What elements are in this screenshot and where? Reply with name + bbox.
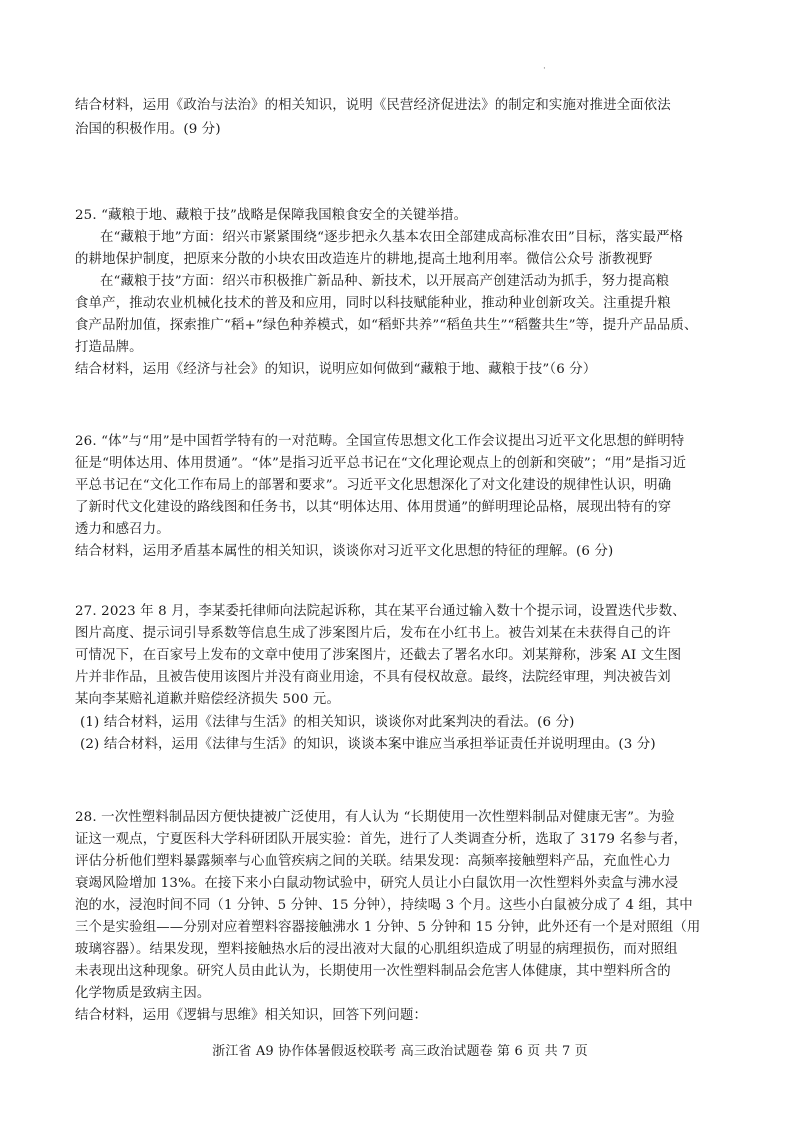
q26-title: 26. “体”与“用”是中国哲学特有的一对范畴。全国宣传思想文化工作会议提出习近平文化思想的鲜明特	[75, 434, 685, 449]
q26-prompt: 结合材料，运用矛盾基本属性的相关知识，谈谈你对习近平文化思想的特征的理解。(6 分)	[75, 544, 614, 559]
q27-title: 27. 2023 年 8 月，李某委托律师向法院起诉称，其在某平台通过输入数十个提示词，设置迭代步数、	[75, 604, 686, 619]
q28-prompt: 结合材料，运用《逻辑与思维》相关知识，回答下列问题：	[75, 1008, 428, 1023]
q26-paragraph-line: 征是“明体达用、体用贯通”。“体”是指习近平总书记在“文化理论观点上的创新和突破”；“用”是指习近	[75, 456, 687, 471]
q27-paragraph-line: 可情况下，在百家号上发布的文章中使用了涉案图片，还截去了署名水印。刘某辩称，涉案 AI 文生图	[75, 648, 682, 663]
q25-paragraph-line: 的耕地保护制度，把原来分散的小块农田改造连片的耕地,提高土地利用率。微信公众号 浙教视野	[75, 252, 653, 267]
q24-prompt-line-2: 治国的积极作用。(9 分)	[75, 122, 221, 137]
q28-title: 28. 一次性塑料制品因方便快捷被广泛使用，有人认为 “长期使用一次性塑料制品对健康无害”。为验	[75, 810, 675, 825]
q26-paragraph-line: 平总书记在“文化工作布局上的部署和要求”。习近平文化思想深化了对文化建设的规律性认识，明确	[75, 478, 672, 493]
q28-paragraph-line: 泡的水，浸泡时间不同（1 分钟、5 分钟、15 分钟），持续喝 3 个月。这些小白鼠被分成了 4 组，其中	[75, 898, 693, 913]
q28-paragraph-line: 玻璃容器）。结果发现，塑料接触热水后的浸出液对大鼠的心肌组织造成了明显的病理损伤，而对照组	[75, 942, 678, 957]
q28-paragraph-line: 未表现出这种现象。研究人员由此认为，长期使用一次性塑料制品会危害人体健康，其中塑料所含的	[75, 964, 671, 979]
q28-paragraph-line: 衰竭风险增加 13%。在接下来小白鼠动物试验中，研究人员让小白鼠饮用一次性塑料外卖盒与沸水浸	[75, 876, 679, 891]
q25-paragraph-line: 在“藏粮于地”方面：绍兴市紧紧围绕“逐步把永久基本农田全部建成高标准农田”目标，落实最严格	[100, 230, 684, 245]
q28-paragraph-line: 化学物质是致病主因。	[75, 986, 211, 1001]
page-footer: 浙江省 A9 协作体暑假返校联考 高三政治试题卷 第 6 页 共 7 页	[212, 1044, 588, 1059]
q25-paragraph-line: 食产品附加值，探索推广“稻+”绿色种养模式，如“稻虾共养”“稻鱼共生”“稻鳖共生”等，提升产品品质、	[75, 318, 698, 333]
q25-paragraph-line: 食单产，推动农业机械化技术的普及和应用，同时以科技赋能种业，推动种业创新攻关。注重提升粮	[75, 296, 671, 311]
q28-paragraph-line: 证这一观点，宁夏医科大学科研团队开展实验：首先，进行了人类调查分析，选取了 3179 名参与者，	[75, 832, 688, 847]
q26-paragraph-line: 了新时代文化建设的路线图和任务书，以其“明体达用、体用贯通”的鲜明理论品格，展现出特有的穿	[75, 500, 672, 515]
q25-paragraph-line: 在“藏粮于技”方面：绍兴市积极推广新品种、新技术，以开展高产创建活动为抓手，努力提高粮	[100, 274, 670, 289]
q26-paragraph-line: 透力和感召力。	[75, 522, 170, 537]
q28-paragraph-line: 评估分析他们塑料暴露频率与心血管疾病之间的关联。结果发现：高频率接触塑料产品，充血性心力	[75, 854, 671, 869]
q27-subquestion-1: (1) 结合材料，运用《法律与生活》的相关知识，谈谈你对此案判决的看法。(6 分)	[80, 715, 575, 730]
q27-subquestion-2: (2) 结合材料，运用《法律与生活》的知识，谈谈本案中谁应当承担举证责任并说明理由。(3 分)	[80, 737, 656, 752]
q27-paragraph-line: 片并非作品，且被告使用该图片并没有商业用途，不具有侵权故意。最终，法院经审理，判决被告刘	[75, 670, 671, 685]
q27-paragraph-line: 某向李某赔礼道歉并赔偿经济损失 500 元。	[75, 692, 341, 707]
q27-paragraph-line: 图片高度、提示词引导系数等信息生成了涉案图片后，发布在小红书上。被告刘某在未获得自己的许	[75, 626, 671, 641]
q25-title: 25. “藏粮于地、藏粮于技”战略是保障我国粮食安全的关键举措。	[75, 208, 468, 223]
q25-paragraph-line: 打造品牌。	[75, 340, 143, 355]
q28-paragraph-line: 三个是实验组——分别对应着塑料容器接触沸水 1 分钟、5 分钟和 15 分钟，此外还有一个是对照组（用	[75, 920, 701, 935]
q25-prompt: 结合材料，运用《经济与社会》的知识，说明应如何做到“藏粮于地、藏粮于技”（6 分）	[75, 362, 597, 377]
page-mark: ·	[543, 64, 547, 74]
q24-prompt-line-1: 结合材料，运用《政治与法治》的相关知识，说明《民营经济促进法》的制定和实施对推进全面依法	[75, 98, 671, 113]
